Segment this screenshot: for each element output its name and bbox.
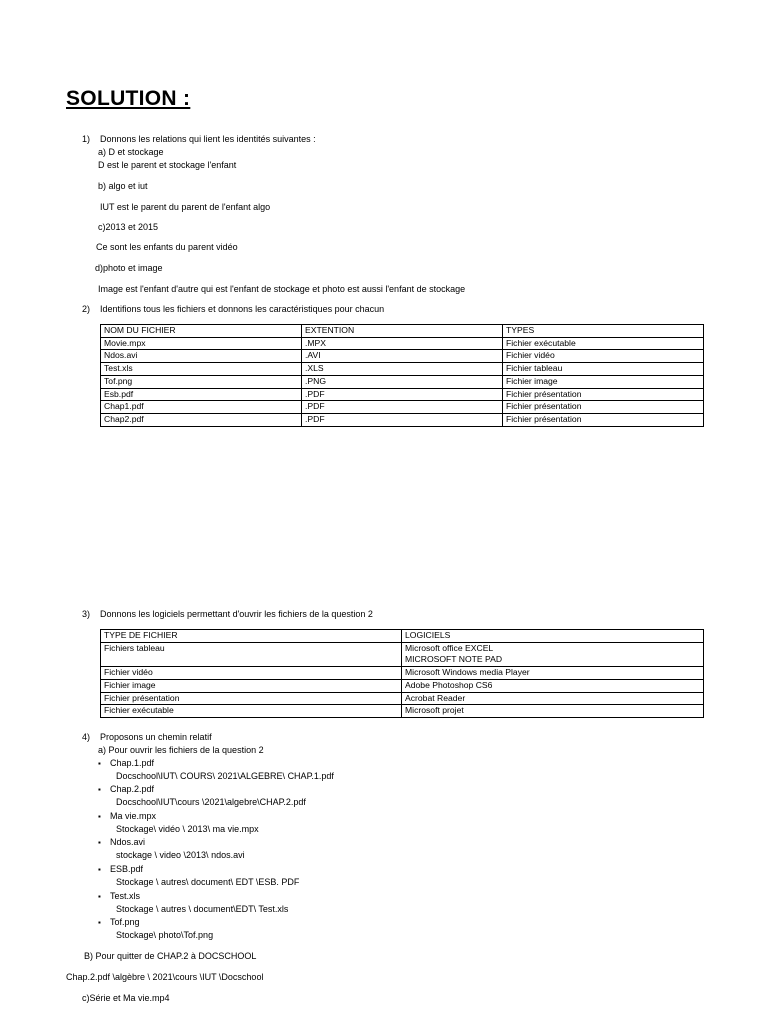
extension-cell: .AVI	[302, 350, 503, 363]
q4-b-answer: Chap.2.pdf \algèbre \ 2021\cours \IUT \Docschool	[66, 972, 264, 982]
software-cell: Acrobat Reader	[402, 692, 704, 705]
header-cell: EXTENTION	[302, 325, 503, 338]
header-cell: TYPES	[503, 325, 704, 338]
list-item: ▪ Tof.png	[110, 917, 140, 928]
extension-cell: .PDF	[302, 401, 503, 414]
type-cell: Fichier exécutable	[503, 337, 704, 350]
file-name-cell: Tof.png	[101, 375, 302, 388]
header-cell: TYPE DE FICHIER	[101, 630, 402, 643]
table-row	[101, 375, 704, 388]
file-type-cell: Fichier image	[101, 679, 402, 692]
path-text: stockage \ video \2013\ ndos.avi	[116, 850, 245, 860]
extension-cell: .PNG	[302, 375, 503, 388]
table-row	[101, 413, 704, 426]
header-cell: NOM DU FICHIER	[101, 325, 302, 338]
file-name-cell: Chap2.pdf	[101, 413, 302, 426]
path-text: Stockage\ vidéo \ 2013\ ma vie.mpx	[116, 824, 259, 834]
software-table	[100, 629, 704, 718]
table-row	[101, 401, 704, 414]
path-text: Stockage \ autres \ document\EDT\ Test.xls	[116, 904, 289, 914]
list-item: ▪ Ndos.avi	[110, 837, 145, 848]
extension-cell: .PDF	[302, 388, 503, 401]
table-row	[101, 642, 704, 666]
table-row	[101, 667, 704, 680]
q1-b-answer: IUT est le parent du parent de l'enfant algo	[100, 202, 271, 212]
path-text: Docschool\IUT\cours \2021\algebre\CHAP.2.pdf	[116, 797, 306, 807]
q3-heading: 3) Donnons les logiciels permettant d'ouvrir les fichiers de la question 2	[82, 609, 373, 619]
software-cell: Adobe Photoshop CS6	[402, 679, 704, 692]
list-item: ▪ Chap.1.pdf	[110, 758, 154, 769]
file-name-cell: Movie.mpx	[101, 337, 302, 350]
type-cell: Fichier présentation	[503, 401, 704, 414]
file-type-cell: Fichier présentation	[101, 692, 402, 705]
type-cell: Fichier présentation	[503, 413, 704, 426]
header-cell: LOGICIELS	[402, 630, 704, 643]
type-cell: Fichier tableau	[503, 363, 704, 376]
q1-heading: 1) Donnons les relations qui lient les identités suivantes :	[82, 134, 316, 144]
q4-heading: 4) Proposons un chemin relatif	[82, 732, 212, 742]
software-cell: Microsoft Windows media Player	[402, 667, 704, 680]
software-cell: Microsoft office EXCEL MICROSOFT NOTE PAD	[402, 642, 704, 666]
table-header-row	[101, 630, 704, 643]
type-cell: Fichier vidéo	[503, 350, 704, 363]
list-item: ▪ ESB.pdf	[110, 864, 143, 875]
path-text: Stockage\ photo\Tof.png	[116, 930, 214, 940]
q4-a-label: a) Pour ouvrir les fichiers de la question 2	[98, 745, 264, 755]
file-type-cell: Fichier exécutable	[101, 705, 402, 718]
q2-heading: 2) Identifions tous les fichiers et donnons les caractéristiques pour chacun	[82, 304, 385, 314]
table-row	[101, 363, 704, 376]
table-row	[101, 388, 704, 401]
file-name-cell: Esb.pdf	[101, 388, 302, 401]
q4-b-label: B) Pour quitter de CHAP.2 à DOCSCHOOL	[84, 951, 257, 961]
q1-d-answer: Image est l'enfant d'autre qui est l'enfant de stockage et photo est aussi l'enfant de stockage	[98, 284, 466, 294]
list-item: ▪ Chap.2.pdf	[110, 784, 154, 795]
path-text: Stockage \ autres\ document\ EDT \ESB. PDF	[116, 877, 300, 887]
extension-cell: .PDF	[302, 413, 503, 426]
files-table	[100, 324, 704, 427]
table-row	[101, 692, 704, 705]
list-item: ▪ Ma vie.mpx	[110, 811, 156, 822]
file-name-cell: Test.xls	[101, 363, 302, 376]
q1-c-label: c)2013 et 2015	[98, 222, 159, 232]
file-type-cell: Fichier vidéo	[101, 667, 402, 680]
q1-a-answer: D est le parent et stockage l'enfant	[98, 160, 237, 170]
q4-c-label: c)Série et Ma vie.mp4	[82, 993, 170, 1003]
q1-b-label: b) algo et iut	[98, 181, 148, 191]
table-row	[101, 337, 704, 350]
type-cell: Fichier présentation	[503, 388, 704, 401]
extension-cell: .MPX	[302, 337, 503, 350]
page-title: SOLUTION :	[66, 87, 191, 110]
file-type-cell: Fichiers tableau	[101, 642, 402, 666]
q1-a-label: a) D et stockage	[98, 147, 164, 157]
extension-cell: .XLS	[302, 363, 503, 376]
table-row	[101, 350, 704, 363]
list-item: ▪ Test.xls	[110, 891, 140, 902]
path-text: Docschool\IUT\ COURS\ 2021\ALGEBRE\ CHAP.1.pdf	[116, 771, 334, 781]
table-row	[101, 705, 704, 718]
q1-d-label: d)photo et image	[95, 263, 163, 273]
type-cell: Fichier image	[503, 375, 704, 388]
table-row	[101, 679, 704, 692]
file-name-cell: Ndos.avi	[101, 350, 302, 363]
software-cell: Microsoft projet	[402, 705, 704, 718]
table-header-row	[101, 325, 704, 338]
file-name-cell: Chap1.pdf	[101, 401, 302, 414]
q1-c-answer: Ce sont les enfants du parent vidéo	[96, 242, 238, 252]
